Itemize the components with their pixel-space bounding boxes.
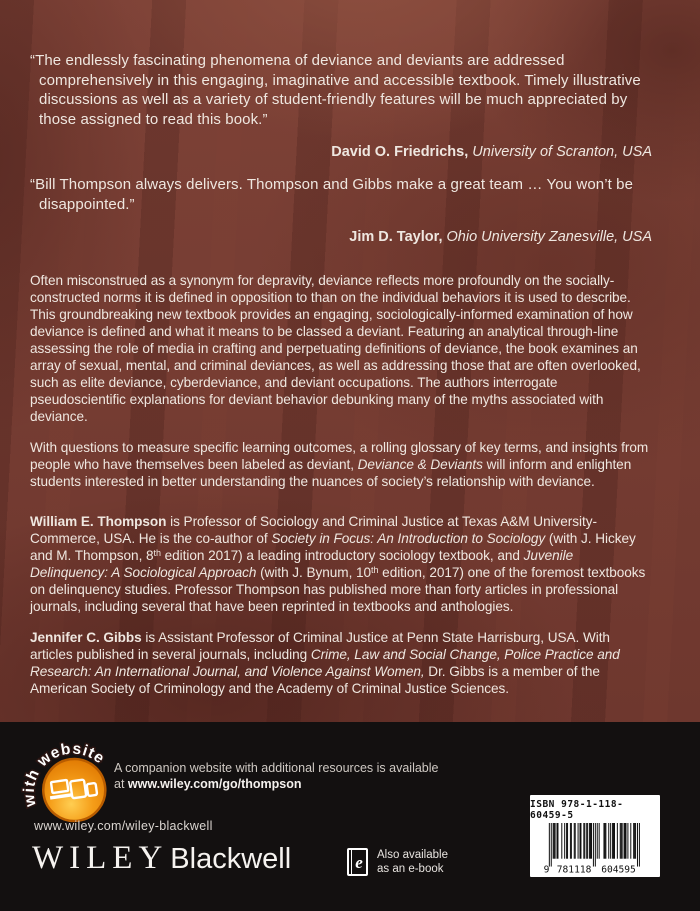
wiley-wordmark: WILEY bbox=[32, 840, 169, 876]
book-title-italic: Deviance & Deviants bbox=[357, 456, 483, 472]
review-attribution-1 bbox=[30, 144, 654, 160]
reviewer-name: Jim D. Taylor, bbox=[349, 229, 443, 245]
reviewer-affiliation: University of Scranton, USA bbox=[468, 144, 652, 160]
cited-title: Juvenile Delinquency: A Sociological Approach bbox=[30, 547, 574, 580]
companion-line2: at www.wiley.com/go/thompson bbox=[114, 777, 302, 791]
synopsis-paragraph-2 bbox=[30, 439, 654, 490]
review-quote-2: “Bill Thompson always delivers. Thompson and Gibbs make a great team … You won’t be disappointed.” bbox=[30, 176, 634, 213]
cited-title: Society in Focus: An Introduction to Sociology bbox=[271, 530, 546, 546]
synopsis-text: With questions to measure specific learning outcomes, a rolling glossary of key terms, and insights from people who have themselves been labeled as deviant, bbox=[30, 439, 649, 472]
review-attribution-2 bbox=[30, 229, 654, 245]
isbn-number: ISBN 978-1-118-60459-5 bbox=[530, 799, 624, 821]
author-bio-gibbs: Jennifer C. Gibbs is Assistant Professor of Criminal Justice at Penn State Harrisburg, USA. With articles published in several journals, including Crime, Law and Social Change, Police Practice and Research: An International Journal, and Violence Against Women, Dr. Gibbs is a member of the American Society of Criminology and the Academy of Criminal Justice Sciences. bbox=[30, 629, 620, 696]
companion-website-note bbox=[114, 760, 439, 792]
ebook-text: Also available as an e-book bbox=[377, 849, 448, 875]
reviewer-name: David O. Friedrichs, bbox=[331, 144, 469, 160]
reviewer-affiliation: Ohio University Zanesville, USA bbox=[442, 229, 652, 245]
review-quote-1: “The endlessly fascinating phenomena of deviance and deviants are addressed comprehensively in this engaging, imaginative and accessible textbook. Timely illustrative discussions as well as a variety of student-friendly features will be much appreciated by those assigned to read this book.” bbox=[30, 52, 641, 128]
author-name: Jennifer C. Gibbs bbox=[30, 629, 142, 645]
cited-titles: Crime, Law and Social Change, Police Practice and Research: An International Journal, and Violence Against Women, bbox=[30, 646, 620, 679]
synopsis-text: will inform and enlighten students interested in better understanding the nuances of society’s relationship with deviance. bbox=[30, 456, 632, 489]
companion-url: www.wiley.com/go/thompson bbox=[127, 777, 302, 791]
blackwell-wordmark: Blackwell bbox=[170, 843, 292, 875]
isbn-barcode bbox=[530, 795, 660, 877]
barcode-digits-mid: 781118 bbox=[556, 864, 592, 876]
back-cover-footer bbox=[0, 722, 700, 911]
barcode-bars bbox=[549, 823, 640, 867]
ebook-note bbox=[347, 848, 448, 876]
ebook-icon: e bbox=[347, 848, 368, 876]
publisher-url: www.wiley.com/wiley-blackwell bbox=[34, 819, 213, 833]
companion-line1: A companion website with additional resources is available bbox=[114, 761, 439, 775]
author-name: William E. Thompson bbox=[30, 513, 167, 529]
synopsis-paragraph-1: Often misconstrued as a synonym for depravity, deviance reflects more profoundly on the socially-constructed norms it is defined in opposition to than on the individual behaviors it is used to describe. This groundbreaking new textbook provides an engaging, sociologically-informed examination of how deviance is defined and what it means to be classed a deviant. Featuring an analytical through-line assessing the role of media in crafting and perpetuating definitions of deviance, the book examines an array of sexual, mental, and criminal deviances, as well as addressing those that are often overlooked, such as elite deviance, cyberdeviance, and deviant occupations. The authors interrogate pseudoscientific explanations for deviant behavior debunking many of the myths associated with deviance. bbox=[30, 273, 641, 424]
publisher-logo bbox=[32, 840, 291, 877]
barcode-bars-graphic bbox=[534, 823, 656, 877]
author-bio-thompson: William E. Thompson is Professor of Sociology and Criminal Justice at Texas A&M University-Commerce, USA. He is the co-author of Society in Focus: An Introduction to Sociology (with J. Hickey and M. Thompson, 8th edition 2017) a leading introductory sociology textbook, and Juvenile Delinquency: A Sociological Approach (with J. Bynum, 10th edition, 2017) one of the foremost textbooks on delinquency studies. Professor Thompson has published more than forty articles in professional journals, including several that have been reprinted in textbooks and anthologies. bbox=[30, 513, 646, 614]
badge-arc-text: with website bbox=[20, 740, 109, 808]
barcode-digits-right: 604595 bbox=[601, 864, 636, 876]
barcode-digit-left: 9 bbox=[543, 864, 550, 876]
